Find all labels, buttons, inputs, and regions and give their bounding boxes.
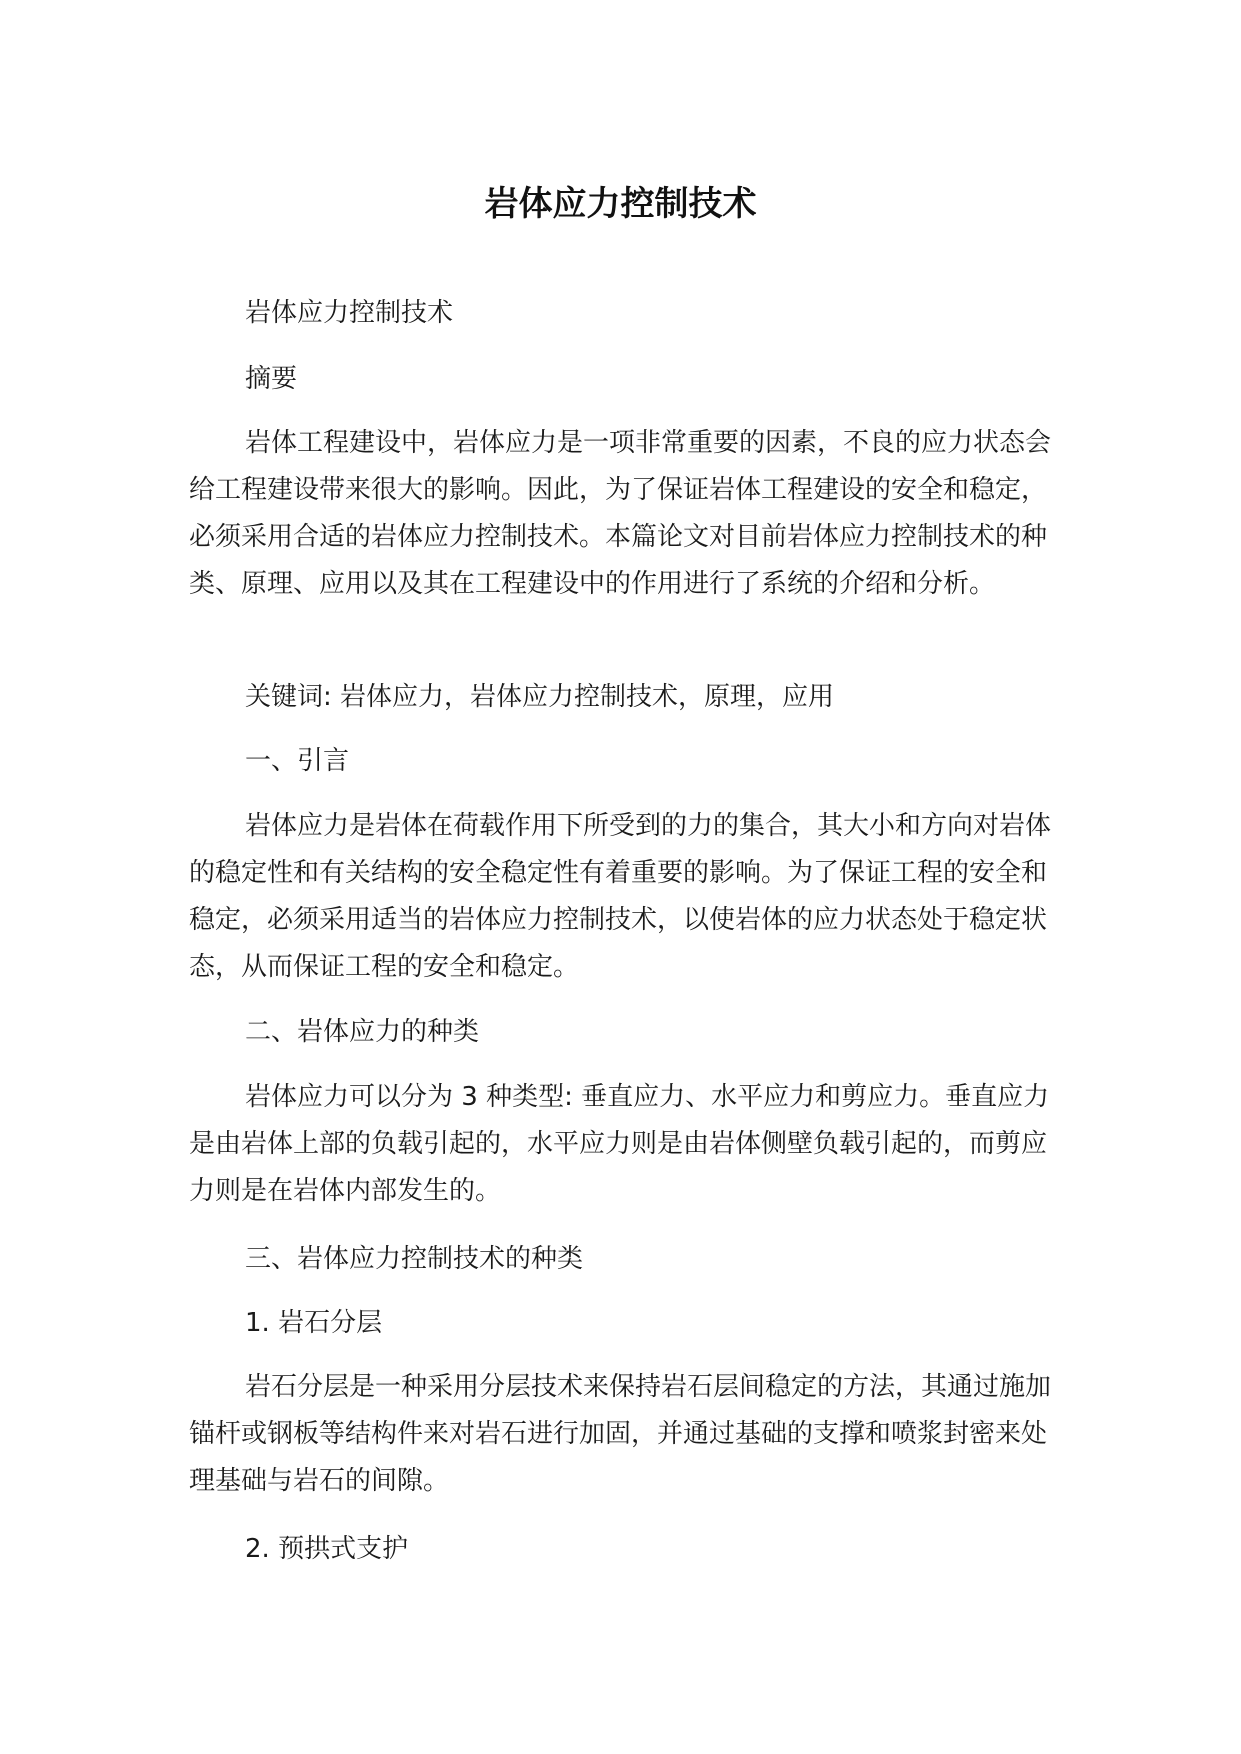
paragraph-subtitle: 岩体应力控制技术 bbox=[245, 298, 454, 328]
paragraph-rock-layering: 岩石分层是一种采用分层技术来保持岩石层间稳定的方法，其通过施加锚杆或钢板等结构件来对岩石进行加固，并通过基础的支撑和喷浆封密来处理基础与岩石的间隙。 bbox=[189, 1372, 1052, 1496]
heading-control-techniques: 三、岩体应力控制技术的种类 bbox=[245, 1244, 584, 1274]
heading-stress-types: 二、岩体应力的种类 bbox=[245, 1017, 480, 1047]
paragraph-introduction: 岩体应力是岩体在荷载作用下所受到的力的集合，其大小和方向对岩体的稳定性和有关结构的安全稳定性有着重要的影响。为了保证工程的安全和稳定，必须采用适当的岩体应力控制技术，以使岩体的应力状态处于稳定状态，从而保证工程的安全和稳定。 bbox=[189, 811, 1052, 982]
document-title: 岩体应力控制技术 bbox=[484, 184, 757, 224]
paragraph-stress-types: 岩体应力可以分为 3 种类型: 垂直应力、水平应力和剪应力。垂直应力是由岩体上部的负载引起的，水平应力则是由岩体侧壁负载引起的，而剪应力则是在岩体内部发生的。 bbox=[189, 1082, 1050, 1206]
heading-rock-layering: 1. 岩石分层 bbox=[245, 1308, 383, 1338]
paragraph-abstract: 岩体工程建设中，岩体应力是一项非常重要的因素，不良的应力状态会给工程建设带来很大的影响。因此，为了保证岩体工程建设的安全和稳定，必须采用合适的岩体应力控制技术。本篇论文对目前岩体应力控制技术的种类、原理、应用以及其在工程建设中的作用进行了系统的介绍和分析。 bbox=[189, 428, 1052, 599]
paragraph-keywords: 关键词: 岩体应力，岩体应力控制技术，原理，应用 bbox=[245, 682, 835, 712]
paragraph-abstract-heading: 摘要 bbox=[245, 364, 298, 394]
heading-pre-arch-support: 2. 预拱式支护 bbox=[245, 1534, 409, 1564]
heading-introduction: 一、引言 bbox=[245, 746, 350, 776]
